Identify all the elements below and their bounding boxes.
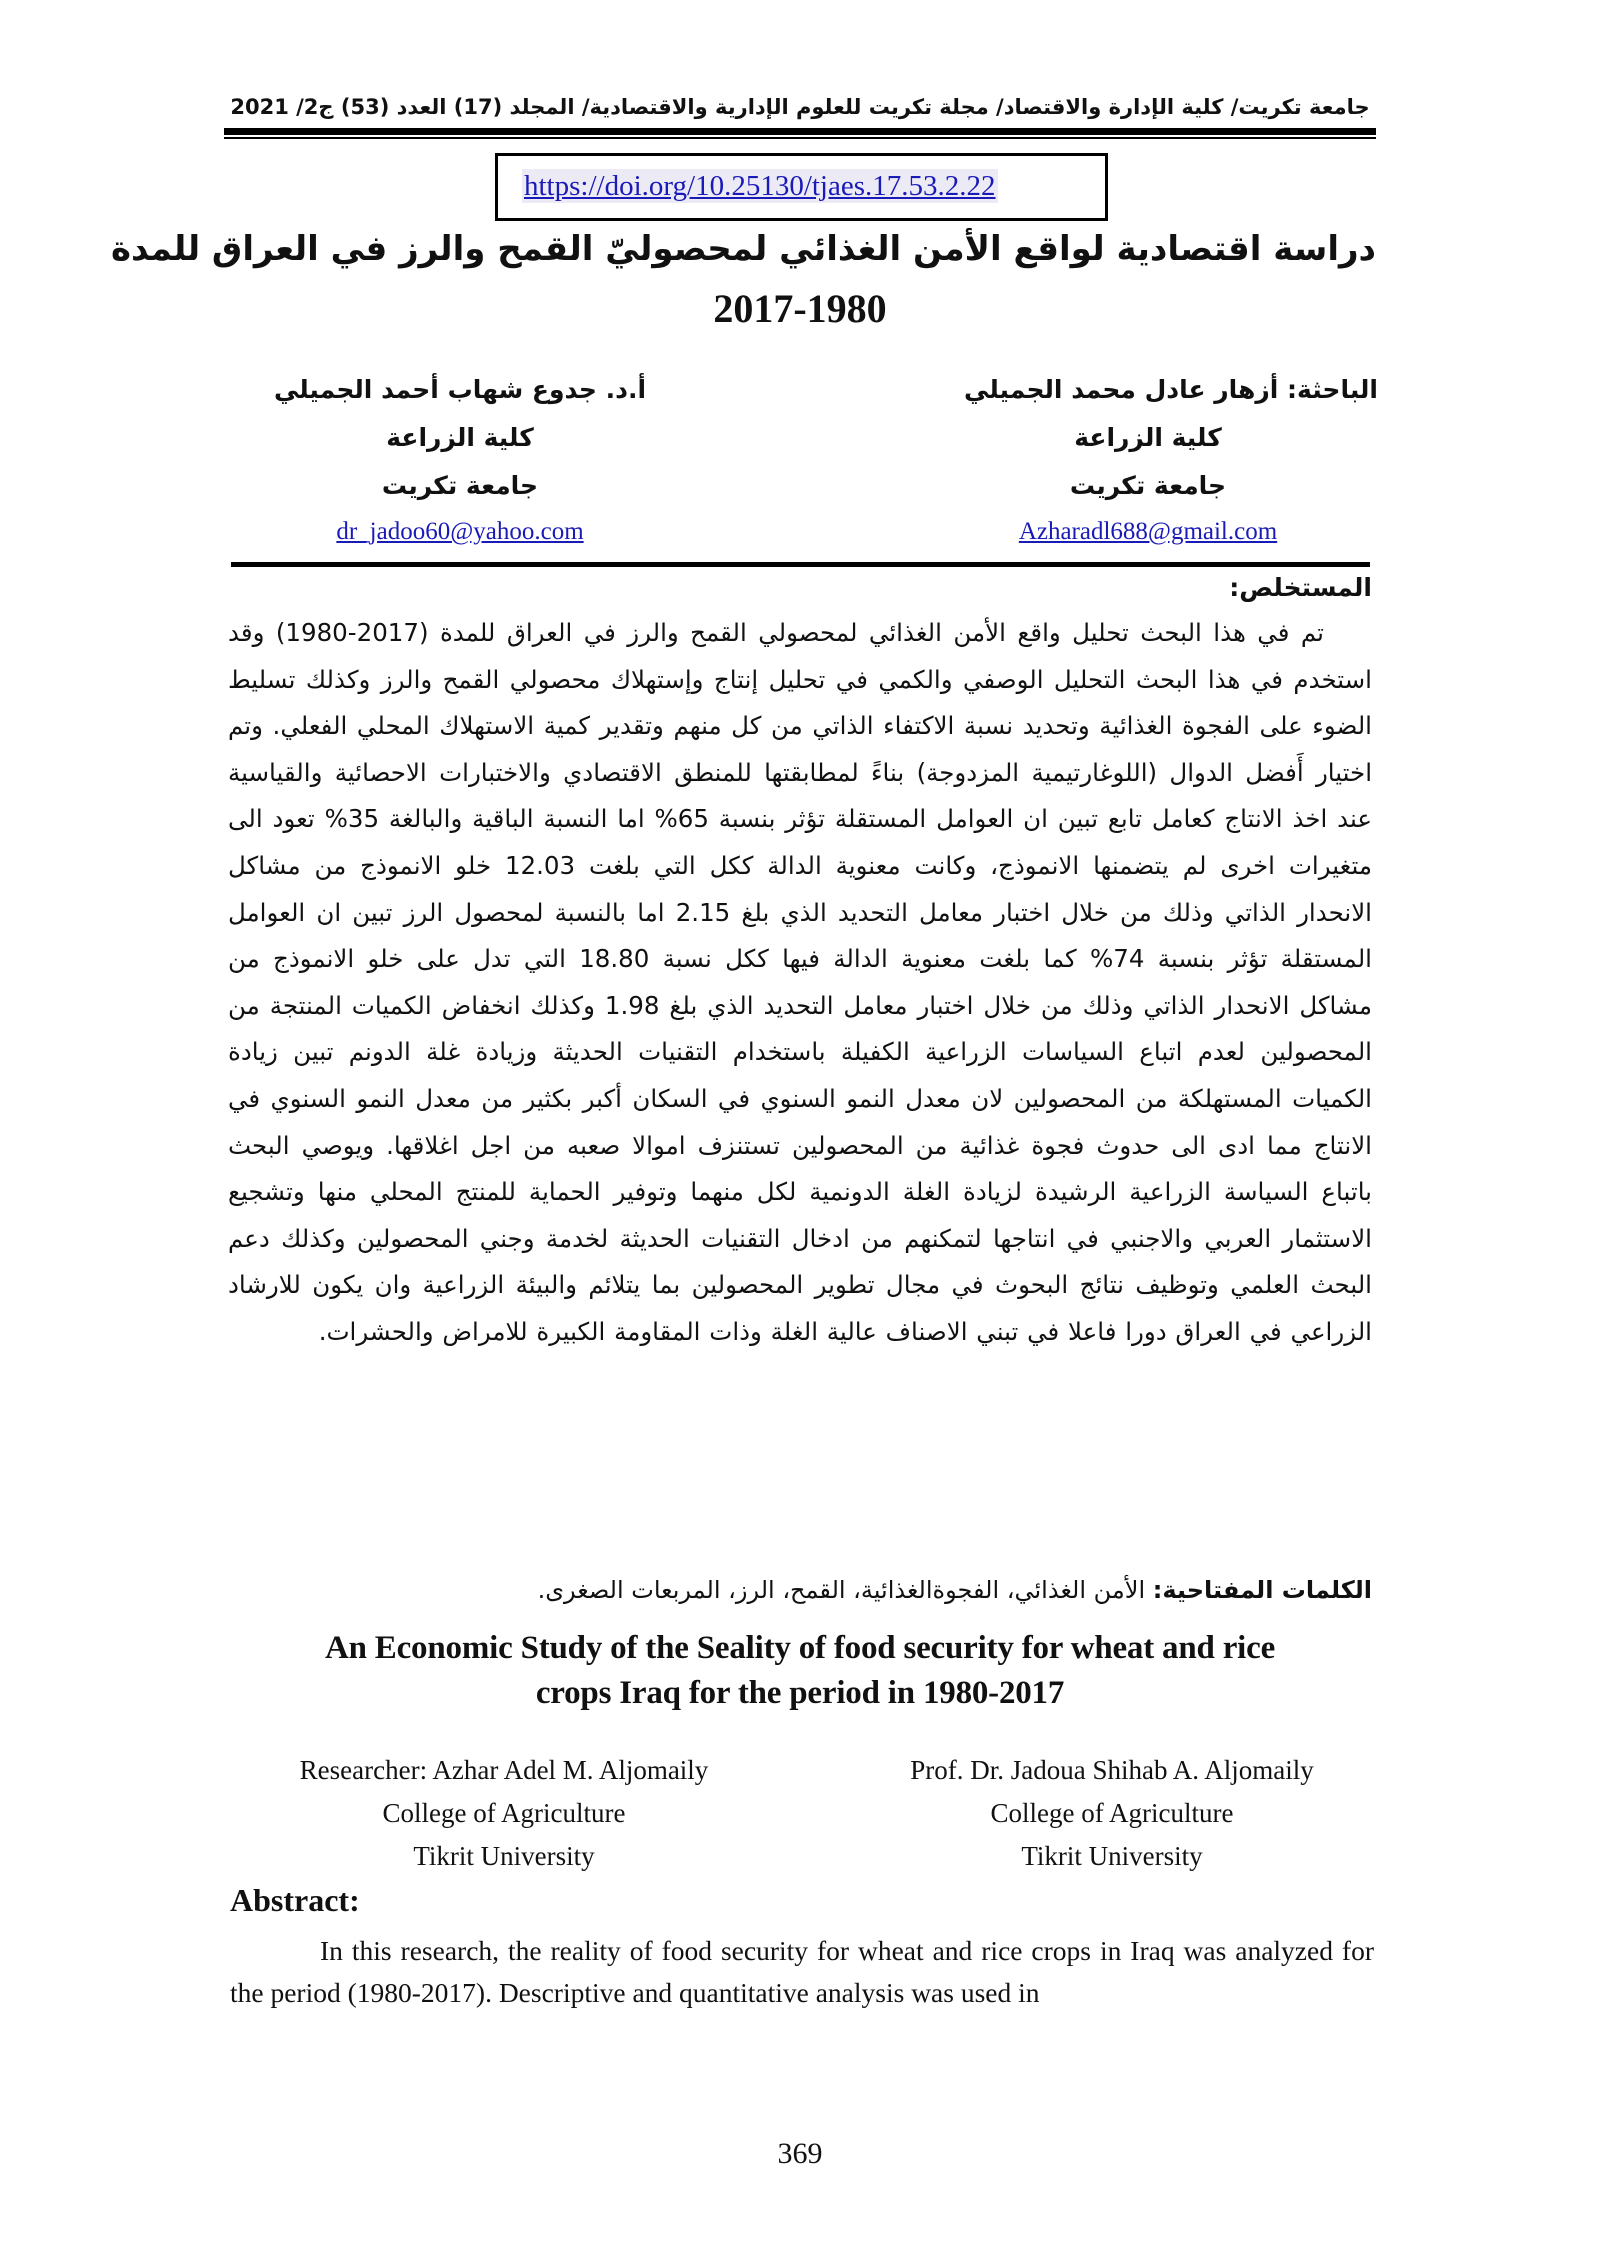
english-author-1: [224, 1749, 784, 1878]
arabic-author-2: [230, 366, 690, 552]
page-number: 369: [777, 2137, 823, 2170]
author-college: كلية الزراعة: [1074, 423, 1222, 452]
author-name: أ.د. جدوع شهاب أحمد الجميلي: [273, 375, 647, 404]
author-university: Tikrit University: [1021, 1841, 1203, 1871]
header-rule-thin: [224, 137, 1376, 139]
author-university: Tikrit University: [413, 1841, 595, 1871]
keywords-list: الأمن الغذائي، الفجوةالغذائية، القمح، الرز، المربعات الصغرى.: [537, 1576, 1146, 1604]
arabic-abstract-heading: المستخلص:: [1229, 573, 1372, 602]
author-university: جامعة تكريت: [1069, 471, 1227, 500]
arabic-author-1: [918, 366, 1378, 552]
english-abstract-heading: Abstract:: [230, 1882, 360, 1918]
arabic-title-period: 2017-1980: [713, 286, 887, 331]
arabic-abstract-body: تم في هذا البحث تحليل واقع الأمن الغذائي لمحصولي القمح والرز في العراق للمدة (2017-1980) وقد استخدم في هذا البحث التحليل الوصفي والكمي في تحليل إنتاج وإستهلاك محصولي القمح والرز وكذلك تسليط الضوء على الفجوة الغذائية وتحديد نسبة الاكتفاء الذاتي من كل منهم وتقدير كمية الاستهلاك المحلي الفعلي. وتم اختيار أَفضل الدوال (اللوغارتيمية المزدوجة) بناءً لمطابقتها للمنطق الاقتصادي والاختبارات الاحصائية والقياسية عند اخذ الانتاج كعامل تابع تبين ان العوامل المستقلة تؤثر بنسبة 65% اما النسبة الباقية والبالغة 35% تعود الى متغيرات اخرى لم يتضمنها الانموذج، وكانت معنوية الدالة ككل التي بلغت 12.03 خلو الانموذج من مشاكل الانحدار الذاتي وذلك من خلال اختبار معامل التحديد الذي بلغ 2.15 اما بالنسبة لمحصول الرز تبين ان العوامل المستقلة تؤثر بنسبة 74% كما بلغت معنوية الدالة فيها ككل نسبة 18.80 التي تدل على خلو الانموذج من مشاكل الانحدار الذاتي وذلك من خلال اختبار معامل التحديد الذي بلغ 1.98 وكذلك انخفاض الكميات المنتجة من المحصولين لعدم اتباع السياسات الزراعية الكفيلة باستخدام التقنيات الحديثة وزيادة غلة الدونم تبين زيادة الكميات المستهلكة من المحصولين لان معدل النمو السنوي في السكان أكبر بكثير من معدل النمو السنوي في الانتاج مما ادى الى حدوث فجوة غذائية من المحصولين تستنزف اموالا صعبه من اجل اغلاقها. ويوصي البحث باتباع السياسة الزراعية الرشيدة لزيادة الغلة الدونمية لكل منهما وتوفير الحماية للمنتج المحلي منها وتشجيع الاستثمار العربي والاجنبي في انتاجها لتمكنهم من ادخال التقنيات الحديثة لخدمة وجني المحصولين وكذلك دعم البحث العلمي وتوظيف نتائج البحوث في مجال تطوير المحصولين بما يتلائم والبيئة الزراعية وان يكون للارشاد الزراعي في العراق دورا فاعلا في تبني الاصناف عالية الغلة وذات المقاومة الكبيرة للامراض والحشرات.: [228, 618, 1372, 1346]
running-header: جامعة تكريت/ كلية الإدارة والاقتصاد/ مجلة تكريت للعلوم الإدارية والاقتصادية/ المجلد (17) العدد (53) ج2/ 2021: [230, 95, 1370, 119]
english-author-2: [832, 1749, 1392, 1878]
author-email-link[interactable]: Azharadl688@gmail.com: [1018, 518, 1278, 545]
doi-box: [495, 153, 1108, 221]
author-university: جامعة تكريت: [381, 471, 539, 500]
author-name: Prof. Dr. Jadoua Shihab A. Aljomaily: [910, 1755, 1314, 1785]
arabic-keywords: [228, 1570, 1372, 1610]
english-title-line2: crops Iraq for the period in 1980-2017: [535, 1675, 1065, 1711]
author-college: كلية الزراعة: [386, 423, 534, 452]
author-name: Researcher: Azhar Adel M. Aljomaily: [299, 1755, 709, 1785]
author-email-link[interactable]: dr_jadoo60@yahoo.com: [336, 518, 584, 545]
section-divider: [231, 562, 1370, 567]
author-name: الباحثة: أزهار عادل محمد الجميلي: [964, 375, 1378, 404]
english-abstract-body: In this research, the reality of food security for wheat and rice crops in Iraq was analyzed for the period (1980-2017). Descriptive and quantitative analysis was used in: [230, 1935, 1374, 2008]
keywords-label: الكلمات المفتاحية:: [1152, 1576, 1372, 1604]
author-college: College of Agriculture: [382, 1798, 626, 1828]
english-title: An Economic Study of the Seality of food security for wheat and rice: [324, 1630, 1276, 1666]
doi-link[interactable]: https://doi.org/10.25130/tjaes.17.53.2.22: [524, 170, 996, 202]
header-rule: [224, 128, 1376, 135]
author-college: College of Agriculture: [990, 1798, 1234, 1828]
arabic-title: دراسة اقتصادية لواقع الأمن الغذائي لمحصوليّ القمح والرز في العراق للمدة: [110, 229, 1376, 269]
